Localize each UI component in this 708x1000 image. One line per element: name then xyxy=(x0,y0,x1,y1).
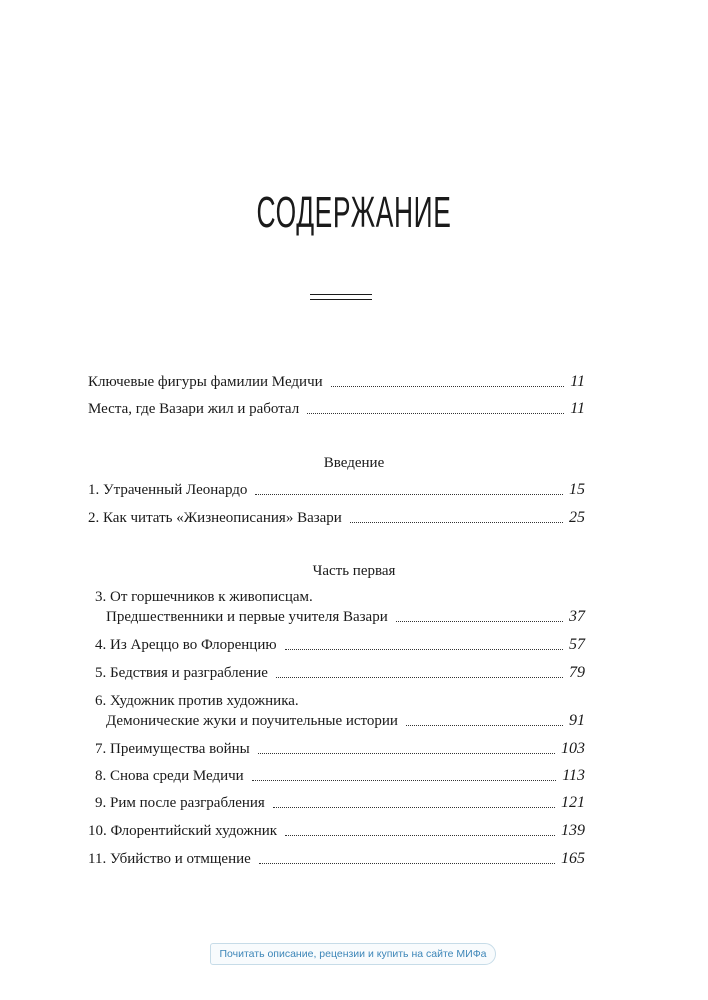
toc-entry-title: Места, где Вазари жил и работал xyxy=(88,401,300,417)
toc-entry-page: 121 xyxy=(561,794,585,811)
toc-entry[interactable] xyxy=(88,822,585,840)
toc-entry-title: 11. Убийство и отмщение xyxy=(88,851,251,867)
toc-leader-dots xyxy=(331,386,565,387)
toc-leader-dots xyxy=(406,725,563,726)
toc-entry-title: Предшественники и первые учителя Вазари xyxy=(106,609,388,625)
toc-entry[interactable] xyxy=(95,636,585,654)
toc-entry-page: 25 xyxy=(569,509,585,526)
toc-entry[interactable] xyxy=(95,740,585,758)
toc-entry[interactable] xyxy=(88,373,585,391)
toc-leader-dots xyxy=(350,522,563,523)
toc-entry-title: 5. Бедствия и разграбление xyxy=(95,665,268,681)
toc-leader-dots xyxy=(285,835,555,836)
toc-leader-dots xyxy=(276,677,563,678)
toc-entry[interactable] xyxy=(88,850,585,868)
toc-leader-dots xyxy=(259,863,555,864)
toc-entry-first-line: 6. Художник против художника. xyxy=(95,693,299,709)
toc-leader-dots xyxy=(258,753,555,754)
toc-entry[interactable] xyxy=(95,794,585,812)
toc-entry-page: 103 xyxy=(561,740,585,757)
toc-entry-title: 8. Снова среди Медичи xyxy=(95,768,244,784)
toc-entry-title: 4. Из Ареццо во Флоренцию xyxy=(95,637,277,653)
toc-entry-page: 11 xyxy=(570,400,585,417)
toc-entry[interactable] xyxy=(88,400,585,418)
toc-leader-dots xyxy=(307,413,564,414)
toc-entry[interactable] xyxy=(95,767,585,785)
toc-entry-title: 7. Преимущества войны xyxy=(95,741,250,757)
toc-leader-dots xyxy=(252,780,557,781)
toc-entry-page: 139 xyxy=(561,822,585,839)
toc-entry-title: 1. Утраченный Леонардо xyxy=(88,482,248,498)
page-title: СОДЕРЖАНИЕ xyxy=(256,188,452,237)
toc-entry-page: 91 xyxy=(569,712,585,729)
toc-entry-page: 37 xyxy=(569,608,585,625)
section-heading-part-one: Часть первая xyxy=(312,563,396,579)
toc-entry[interactable] xyxy=(95,664,585,682)
toc-entry-title: 10. Флорентийский художник xyxy=(88,823,278,839)
toc-leader-dots xyxy=(285,649,563,650)
toc-entry[interactable] xyxy=(106,712,585,730)
toc-entry-title: 9. Рим после разграбления xyxy=(95,795,265,811)
section-heading-intro: Введение xyxy=(323,455,385,471)
toc-entry-first-line: 3. От горшечников к живописцам. xyxy=(95,589,313,605)
toc-entry-page: 113 xyxy=(562,767,585,784)
toc-entry[interactable] xyxy=(88,509,585,527)
toc-entry-page: 15 xyxy=(569,481,585,498)
toc-entry-title: 2. Как читать «Жизнеописания» Вазари xyxy=(88,510,342,526)
toc-entry-page: 165 xyxy=(561,850,585,867)
toc-entry-page: 11 xyxy=(570,373,585,390)
toc-entry-title: Демонические жуки и поучительные истории xyxy=(106,713,398,729)
toc-entry-page: 79 xyxy=(569,664,585,681)
toc-leader-dots xyxy=(255,494,563,495)
toc-entry-title: Ключевые фигуры фамилии Медичи xyxy=(88,374,323,390)
toc-entry-page: 57 xyxy=(569,636,585,653)
toc-leader-dots xyxy=(273,807,555,808)
mif-store-link[interactable]: Почитать описание, рецензии и купить на сайте МИФа xyxy=(210,943,496,965)
toc-leader-dots xyxy=(396,621,563,622)
toc-entry[interactable] xyxy=(88,481,585,499)
toc-entry[interactable] xyxy=(106,608,585,626)
